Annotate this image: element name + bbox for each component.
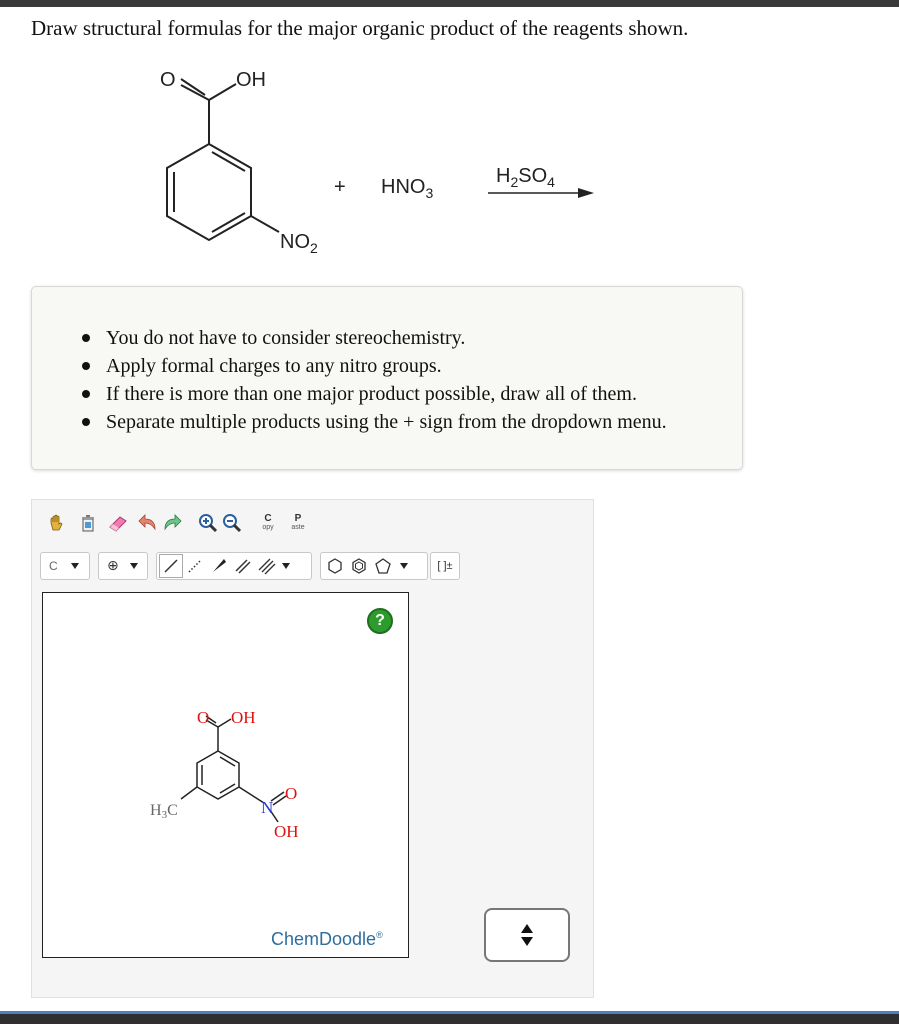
charge-label: ⊕	[107, 558, 119, 574]
charge-dropdown[interactable]	[98, 552, 148, 580]
chemdoodle-logo	[271, 929, 383, 950]
canvas-methyl-label	[150, 802, 178, 821]
bracket-button[interactable]	[430, 552, 460, 580]
cyclohexane-icon	[326, 557, 344, 575]
drawing-canvas[interactable]	[42, 592, 409, 958]
element-dropdown[interactable]	[40, 552, 90, 580]
eraser-icon[interactable]	[106, 511, 130, 535]
wedge-bond-button[interactable]	[207, 554, 231, 578]
cyclopentane-icon	[374, 557, 392, 575]
instruction-item: If there is more than one major product possible, draw all of them.	[82, 380, 667, 408]
element-label: C	[49, 559, 58, 573]
bracket-label: [ ]±	[437, 560, 453, 572]
canvas-hydroxyl: OH	[231, 708, 256, 727]
chevron-down-icon	[129, 562, 139, 570]
reaction-arrow	[488, 188, 594, 198]
plus-sign: +	[334, 176, 346, 198]
instruction-item: Separate multiple products using the + sign from the dropdown menu.	[82, 408, 667, 436]
reactant-nitro: NO	[280, 231, 310, 253]
double-bond-icon	[234, 557, 252, 575]
paste-label-bottom: aste	[291, 524, 305, 531]
canvas-nitro-oh: OH	[274, 822, 299, 841]
catalyst-sub1: 2	[510, 174, 519, 190]
dashed-bond-icon	[186, 557, 204, 575]
reactant-carbonyl-o: O	[160, 69, 176, 91]
bond-tools-group	[156, 552, 312, 580]
zoom-in-icon[interactable]	[196, 511, 220, 535]
ring-tools-group	[320, 552, 428, 580]
help-button[interactable]: ?	[367, 608, 393, 634]
trash-icon[interactable]	[76, 511, 100, 535]
zoom-out-icon[interactable]	[220, 511, 244, 535]
reactant-nitro-label	[280, 231, 318, 256]
redo-icon[interactable]	[160, 511, 184, 535]
bottom-bar	[0, 1011, 899, 1024]
chevron-down-icon	[70, 562, 80, 570]
wedge-bond-icon	[210, 557, 228, 575]
benzene-button[interactable]	[347, 554, 371, 578]
canvas-methyl-c: C	[167, 802, 178, 819]
reagent-sub: 3	[425, 185, 434, 201]
reaction-scheme	[0, 50, 640, 270]
toolbar-row-1	[44, 510, 310, 536]
drawn-molecule	[43, 593, 410, 959]
top-bar	[0, 0, 899, 7]
single-bond-button[interactable]	[159, 554, 183, 578]
reagent-name: HNO	[381, 176, 426, 198]
canvas-methyl-h: H	[150, 802, 162, 819]
double-bond-button[interactable]	[231, 554, 255, 578]
resize-stepper[interactable]	[484, 908, 570, 962]
canvas-carbonyl-o: O	[197, 708, 210, 727]
brand-name: ChemDoodle	[271, 929, 377, 949]
reactant-benzene-ring	[167, 79, 279, 240]
paste-label-top: P	[294, 513, 302, 524]
benzene-icon	[350, 557, 368, 575]
brand-mark: ®	[376, 930, 383, 940]
copy-label-bottom: opy	[262, 524, 274, 531]
instruction-item: You do not have to consider stereochemistry.	[82, 324, 667, 352]
cyclohexane-button[interactable]	[323, 554, 347, 578]
instructions-box	[31, 286, 743, 470]
question-text: Draw structural formulas for the major organic product of the reagents shown.	[31, 16, 689, 40]
single-bond-icon	[162, 557, 180, 575]
reactant-hydroxyl: OH	[236, 69, 266, 91]
copy-button[interactable]	[256, 511, 280, 535]
instruction-item: Apply formal charges to any nitro groups.	[82, 352, 667, 380]
catalyst-mid: SO	[518, 165, 548, 187]
triple-bond-button[interactable]	[255, 554, 279, 578]
triple-bond-icon	[258, 557, 276, 575]
cyclopentane-button[interactable]	[371, 554, 395, 578]
reactant-nitro-sub: 2	[310, 240, 318, 256]
reagent-label	[381, 176, 433, 201]
canvas-nitro-o: O	[285, 784, 298, 803]
canvas-nitrogen: N	[261, 798, 274, 817]
dashed-bond-button[interactable]	[183, 554, 207, 578]
canvas-methyl-sub: 3	[161, 809, 168, 821]
chevron-down-icon[interactable]	[399, 562, 409, 570]
hand-icon[interactable]	[44, 511, 68, 535]
instructions-list	[82, 324, 667, 436]
left-right-arrows-icon	[512, 920, 542, 950]
undo-icon[interactable]	[136, 511, 160, 535]
catalyst-sub2: 4	[547, 174, 555, 190]
paste-button[interactable]	[286, 511, 310, 535]
copy-label-top: C	[264, 513, 272, 524]
chevron-down-icon[interactable]	[281, 562, 291, 570]
catalyst-h: H	[496, 165, 511, 187]
catalyst-label	[496, 165, 555, 190]
